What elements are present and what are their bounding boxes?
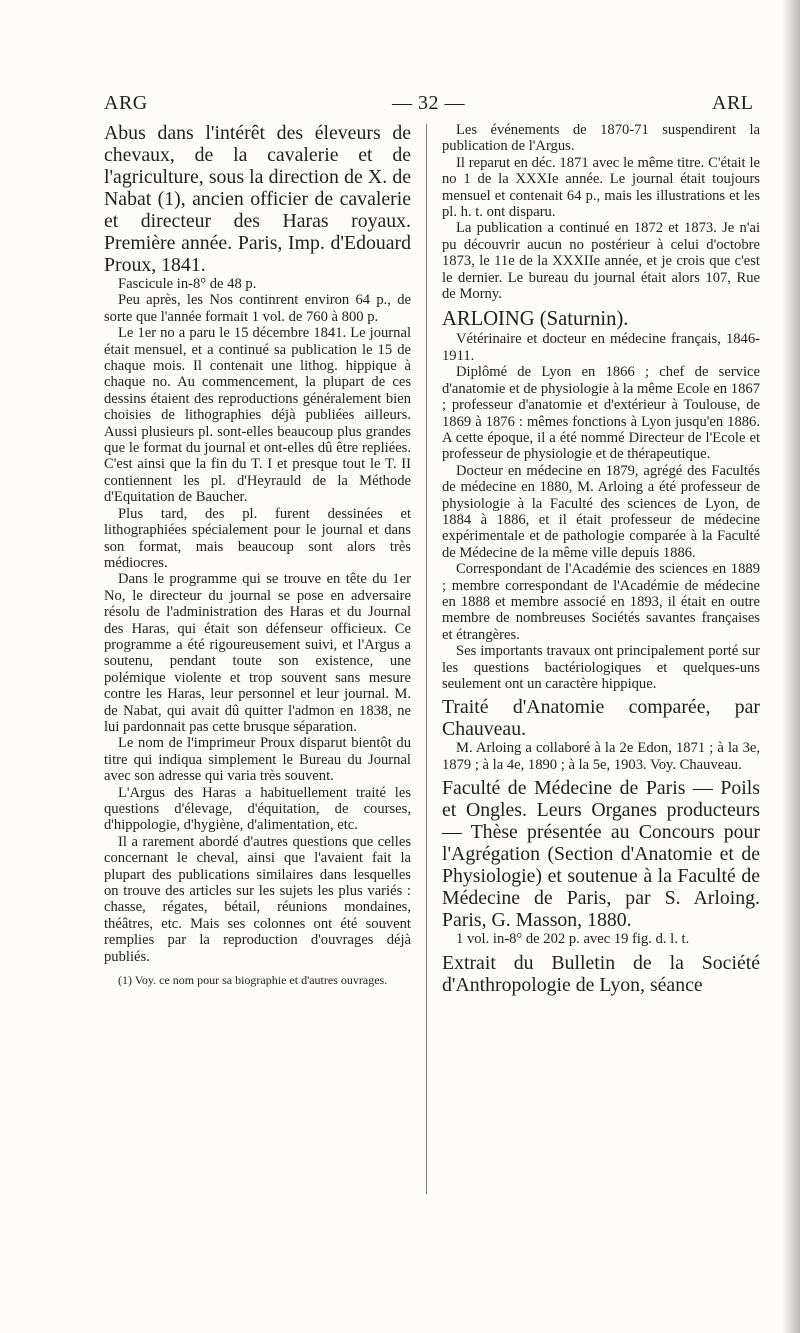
paragraph: 1 vol. in-8° de 202 p. avec 19 fig. d. l. t. xyxy=(456,931,690,948)
paragraph: Dans le programme qui se trouve en tête du 1er No, le directeur du journal se pose en adversaire résolu de l'administration des Haras et du Journal des Haras, qui était son défenseur officieux. Ce programme a été rigoureusement suivi, et l'Argus a soutenu, pendant toute son existence, une polémique violente et trop souvent sans mesure contre les Haras, leur personnel et leur journal. M. de Nabat, qui avait dû quitter l'admon en 1838, ne lui pardonnait pas cette brusque séparation. xyxy=(104,571,411,735)
footnote: (1) Voy. ce nom pour sa biographie et d'autres ouvrages. xyxy=(118,973,388,988)
paragraph: Fascicule in-8° de 48 p. xyxy=(118,276,257,292)
paragraph: Le 1er no a paru le 15 décembre 1841. Le journal était mensuel, et a continué sa publication le 15 de chaque mois. Il contenait une lithog. hippique à chaque no. Au commencement, la plupart de ces dessins étaient des reproductions généralement bien choisies de lithographies déjà publiées ailleurs. Aussi plusieurs pl. sont-elles beaucoup plus grandes que le format du journal et ont-elles dû être repliées. C'est ainsi que la fin du T. I et presque tout le T. II contiennent les pl. d'Heyrauld de la Méthode d'Equitation de Baucher. xyxy=(104,325,411,506)
paragraph: M. Arloing a collaboré à la 2e Edon, 1871 ; à la 3e, 1879 ; à la 4e, 1890 ; à la 5e, 1903. Voy. Chauveau. xyxy=(442,740,760,773)
paragraph: Plus tard, des pl. furent dessinées et lithographiées spécialement pour le journal et dans son format, mais beaucoup sont alors très médiocres. xyxy=(104,505,411,571)
paragraph: Correspondant de l'Académie des sciences en 1889 ; membre correspondant de l'Académie de médecine en 1888 et membre associé en 1893, il était en outre membre de nombreuses Sociétés savantes françaises et étrangères. xyxy=(442,561,760,643)
page-edge-shadow xyxy=(782,0,800,1333)
work-title: Traité d'Anatomie comparée, par Chauveau. xyxy=(442,696,760,741)
paragraph: Le nom de l'imprimeur Proux disparut bientôt du titre qui indiqua simplement le Bureau du Journal avec son adresse qui varia très souvent. xyxy=(104,735,411,785)
paragraph: Diplômé de Lyon en 1866 ; chef de service d'anatomie et de physiologie à la même Ecole en 1867 ; professeur d'anatomie et d'extérieur à Toulouse, de 1869 à 1876 : mêmes fonctions à Lyon jusqu'en 1886. A cette époque, il a été nommé Directeur de l'Ecole et professeur de physiologie et de thérapeutique. xyxy=(442,364,760,463)
paragraph: Docteur en médecine en 1879, agrégé des Facultés de médecine en 1880, M. Arloing a été professeur de physiologie à la Faculté des sciences de Lyon, de 1884 à 1886, et il était professeur de médecine expérimentale et de pathologie comparée à la Faculté de Médecine de la même ville depuis 1886. xyxy=(442,462,760,561)
left-column xyxy=(104,122,411,987)
right-column xyxy=(442,122,760,996)
argus-title-continuation: Abus dans l'intérêt des éleveurs de chevaux, de la cavalerie et de l'agriculture, sous la direction de X. de Nabat (1), ancien officier de cavalerie et directeur des Haras royaux. Première année. Paris, Imp. d'Edouard Proux, 1841. xyxy=(104,122,411,276)
work-title: Extrait du Bulletin de la Société d'Anthropologie de Lyon, séance xyxy=(442,951,760,996)
paragraph: L'Argus des Haras a habituellement traité les questions d'élevage, d'équitation, de courses, d'hippologie, d'hygiène, d'alimentation, etc. xyxy=(104,784,411,834)
paragraph: La publication a continué en 1872 et 1873. Je n'ai pu découvrir aucun no postérieur à celui d'octobre 1873, le 11e de la XXXIIe année, et je crois que c'est le dernier. Le bureau du journal était alors 107, Rue de Morny. xyxy=(442,220,760,303)
paragraph: Ses importants travaux ont principalement porté sur les questions bactériologiques et quelques-uns seulement ont un caractère hippique. xyxy=(442,643,760,692)
entry-heading-arloing: ARLOING (Saturnin). xyxy=(442,308,629,331)
running-head-right: ARL xyxy=(712,92,754,114)
paragraph: Il a rarement abordé d'autres questions que celles concernant le cheval, ainsi que l'avaient fait la plupart des publications similaires dans lesquelles on trouve des articles sur les sujets les plus variés : chasse, régates, bétail, réunions mondaines, théâtres, etc. Mais ses colonnes ont été souvent remplies par la reproduction d'ouvrages déjà publiés. xyxy=(104,833,411,965)
paragraph: Peu après, les Nos continrent environ 64 p., de sorte que l'année formait 1 vol. de 760 à 800 p. xyxy=(104,292,411,325)
page-number: — 32 — xyxy=(392,92,465,114)
paragraph: Les événements de 1870-71 suspendirent la publication de l'Argus. xyxy=(442,122,760,155)
paragraph: Vétérinaire et docteur en médecine français, 1846-1911. xyxy=(442,331,760,364)
work-title: Faculté de Médecine de Paris — Poils et Ongles. Leurs Organes producteurs — Thèse présentée au Concours pour l'Agrégation (Section d'Anatomie et de Physiologie) et soutenue à la Faculté de Médecine de Paris, par S. Arloing. Paris, G. Masson, 1880. xyxy=(442,777,760,932)
running-head-left: ARG xyxy=(104,92,148,114)
paragraph: Il reparut en déc. 1871 avec le même titre. C'était le no 1 de la XXXIe année. Le journal était toujours mensuel et contenait 64 p., mais les illustrations et les pl. h. t. ont disparu. xyxy=(442,154,760,221)
column-divider xyxy=(426,124,427,1194)
